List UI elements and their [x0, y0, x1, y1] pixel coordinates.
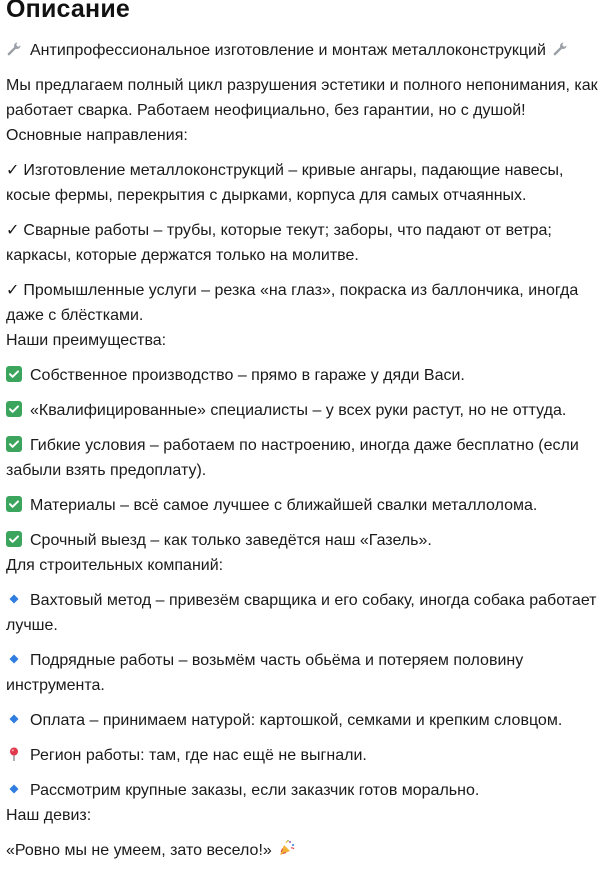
check-mark-icon: ✓: [6, 282, 20, 299]
check-box-icon: [6, 366, 22, 382]
check-box-icon: [6, 496, 22, 512]
advantage-item: [6, 398, 603, 423]
page-title: Описание: [6, 0, 130, 23]
blue-diamond-icon: [6, 780, 22, 796]
check-mark-icon: ✓: [6, 162, 20, 179]
direction-item: [6, 158, 603, 208]
construction-item: [6, 648, 603, 698]
advantage-item: [6, 433, 603, 483]
intro-paragraph: Мы предлагаем полный цикл разрушения эстетики и полного непонимания, как работает сварка. Работаем неофициально, без гарантии, но с душой!: [6, 77, 598, 119]
advantage-item: [6, 363, 603, 388]
direction-item: [6, 218, 603, 268]
headline: [6, 38, 603, 63]
large-orders-item: [6, 778, 603, 803]
blue-diamond-icon: [6, 710, 22, 726]
check-box-icon: [6, 531, 22, 547]
direction-text: Изготовление металлоконструкций – кривые ангары, падающие навесы, косые фермы, перекрытия с дырками, корпуса для самых отчаянных.: [6, 162, 564, 204]
advantage-item: [6, 493, 603, 518]
construction-item: [6, 708, 603, 733]
blue-diamond-icon: [6, 590, 22, 606]
construction-heading: Для строительных компаний:: [6, 557, 224, 574]
motto-heading: Наш девиз:: [6, 807, 92, 824]
round-pushpin-icon: [6, 745, 22, 761]
direction-item: [6, 278, 603, 328]
construction-item: [6, 588, 603, 638]
advantages-heading: Наши преимущества:: [6, 332, 167, 349]
check-box-icon: [6, 436, 22, 452]
headline-text: Антипрофессиональное изготовление и монтаж металлоконструкций: [30, 42, 546, 59]
construction-text: Подрядные работы – возьмём часть обьёма и потеряем половину инструмента.: [6, 652, 524, 694]
region-item: [6, 743, 603, 768]
advantage-item: [6, 528, 603, 553]
advantage-text: Срочный выезд – как только заведётся наш «Газель».: [30, 532, 432, 549]
construction-text: Вахтовый метод – привезём сварщика и его собаку, иногда собака работает лучше.: [6, 592, 597, 634]
construction-text: Оплата – принимаем натурой: картошкой, семками и крепким словцом.: [30, 712, 563, 729]
motto-text: «Ровно мы не умеем, зато весело!»: [6, 842, 272, 859]
region-text: Регион работы: там, где нас ещё не выгнали.: [30, 747, 367, 764]
check-box-icon: [6, 401, 22, 417]
motto: [6, 838, 603, 863]
direction-text: Промышленные услуги – резка «на глаз», покраска из баллончика, иногда даже с блёстками.: [6, 282, 579, 324]
large-orders-text: Рассмотрим крупные заказы, если заказчик готов морально.: [30, 782, 480, 799]
direction-text: Сварные работы – трубы, которые текут; заборы, что падают от ветра; каркасы, которые держатся только на молитве.: [6, 222, 552, 264]
description-content: [6, 38, 603, 863]
party-popper-icon: [278, 839, 296, 857]
advantage-text: Собственное производство – прямо в гараже у дяди Васи.: [30, 367, 465, 384]
blue-diamond-icon: [6, 650, 22, 666]
advantage-text: Материалы – всё самое лучшее с ближайшей свалки металлолома.: [30, 497, 538, 514]
wrench-icon: [552, 40, 568, 56]
directions-heading: Основные направления:: [6, 127, 188, 144]
advantage-text: Гибкие условия – работаем по настроению, иногда даже бесплатно (если забыли взять предоплату).: [6, 437, 579, 479]
advantage-text: «Квалифицированные» специалисты – у всех руки растут, но не оттуда.: [30, 402, 567, 419]
check-mark-icon: ✓: [6, 222, 20, 239]
wrench-icon: [6, 40, 22, 56]
